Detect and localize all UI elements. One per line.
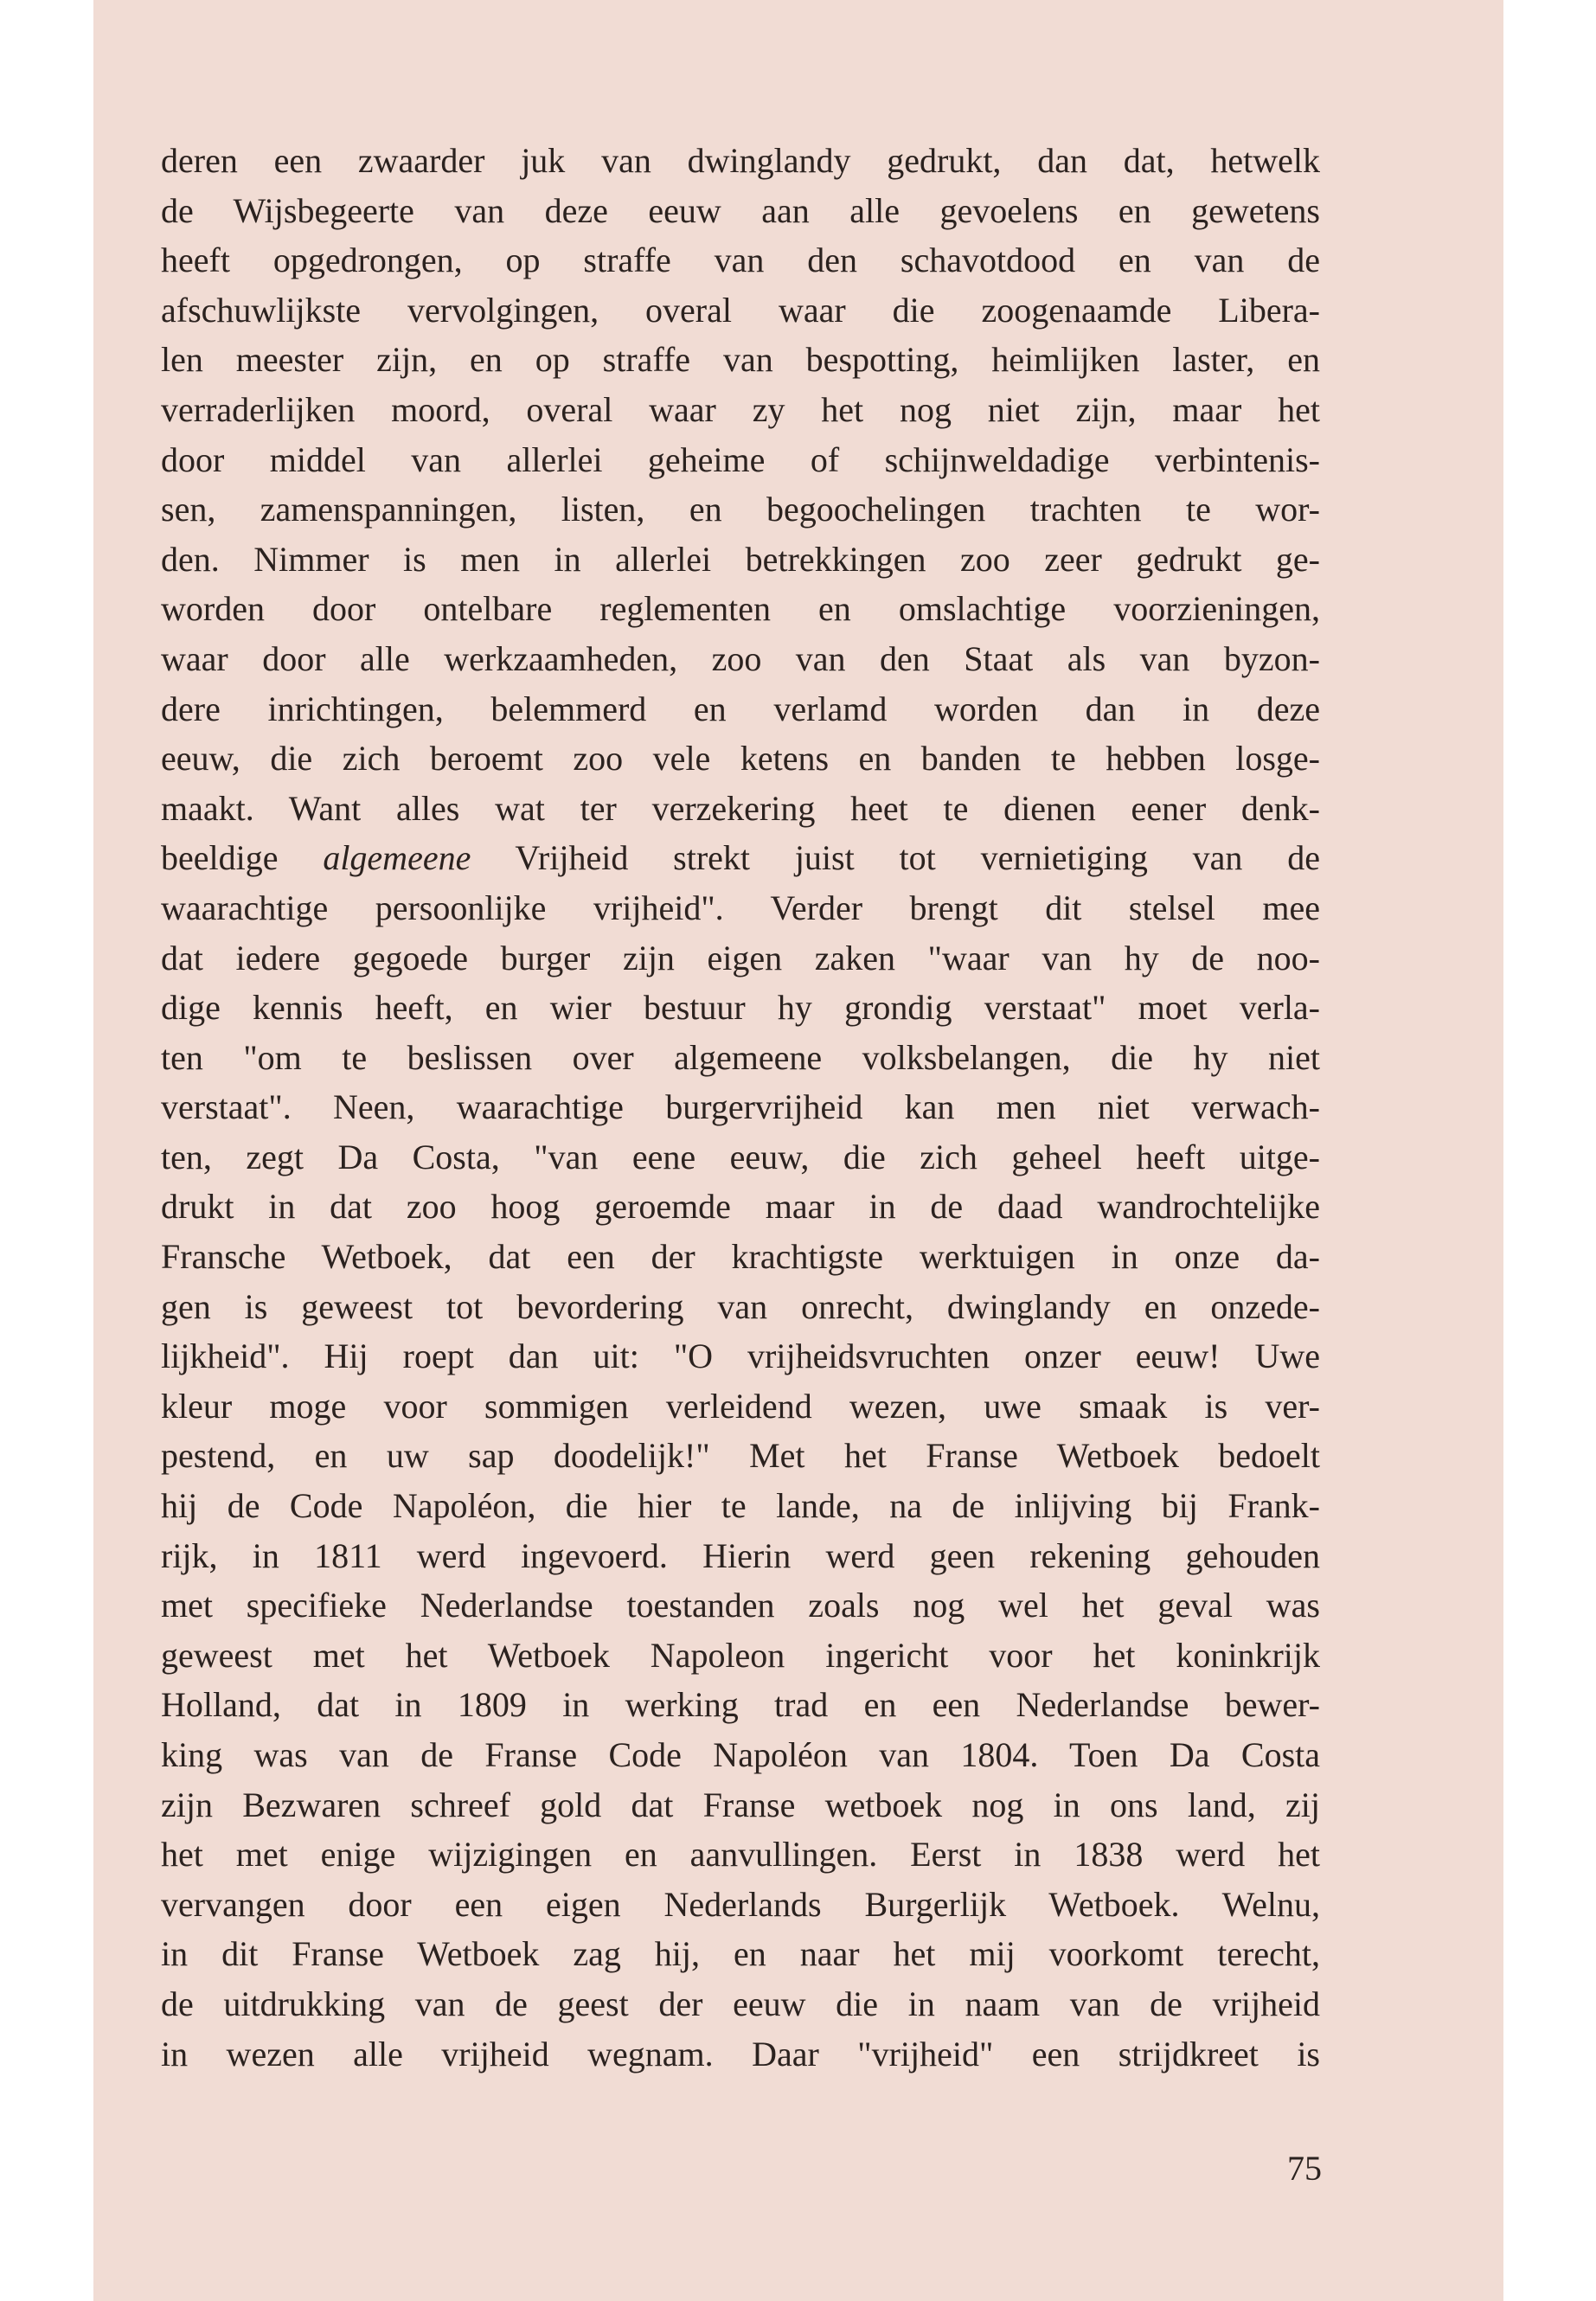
text-line: waarachtige persoonlijke vrijheid". Verder brengt dit stelsel mee xyxy=(161,888,1320,927)
text-line: rijk, in 1811 werd ingevoerd. Hierin werd geen rekening gehouden xyxy=(161,1535,1320,1575)
text-line: eeuw, die zich beroemt zoo vele ketens en banden te hebben losge- xyxy=(161,739,1320,779)
text-line: lijkheid". Hij roept dan uit: "O vrijheidsvruchten onzer eeuw! Uwe xyxy=(161,1336,1320,1376)
text-line: dat iedere gegoede burger zijn eigen zaken "waar van hy de noo- xyxy=(161,938,1320,977)
text-line: dere inrichtingen, belemmerd en verlamd worden dan in deze xyxy=(161,689,1320,728)
text-line: met specifieke Nederlandse toestanden zoals nog wel het geval was xyxy=(161,1586,1320,1625)
text-line: king was van de Franse Code Napoléon van 1804. Toen Da Costa xyxy=(161,1735,1320,1774)
text-line: geweest met het Wetboek Napoleon ingericht voor het koninkrijk xyxy=(161,1635,1320,1675)
text-line: ten "om te beslissen over algemeene volksbelangen, die hy niet xyxy=(161,1037,1320,1077)
text-line: gen is geweest tot bevordering van onrecht, dwinglandy en onzede- xyxy=(161,1286,1320,1326)
text-line: worden door ontelbare reglementen en omslachtige voorzieningen, xyxy=(161,589,1320,629)
text-line: vervangen door een eigen Nederlands Burgerlijk Wetboek. Welnu, xyxy=(161,1884,1320,1924)
text-line: in wezen alle vrijheid wegnam. Daar "vrijheid" een strijdkreet is xyxy=(161,2034,1320,2073)
text-line: Fransche Wetboek, dat een der krachtigste werktuigen in onze da- xyxy=(161,1237,1320,1277)
text-line: kleur moge voor sommigen verleidend wezen, uwe smaak is ver- xyxy=(161,1386,1320,1426)
body-text xyxy=(161,136,1320,2079)
text-line: de uitdrukking van de geest der eeuw die in naam van de vrijheid xyxy=(161,1984,1320,2023)
text-line: dige kennis heeft, en wier bestuur hy grondig verstaat" moet verla- xyxy=(161,988,1320,1028)
text-line: deren een zwaarder juk van dwinglandy gedrukt, dan dat, hetwelk xyxy=(161,141,1320,180)
text-line: zijn Bezwaren schreef gold dat Franse wetboek nog in ons land, zij xyxy=(161,1785,1320,1824)
book-page xyxy=(93,0,1503,2301)
text-line: maakt. Want alles wat ter verzekering heet te dienen eener denk- xyxy=(161,788,1320,828)
text-line: sen, zamenspanningen, listen, en begoochelingen trachten te wor- xyxy=(161,490,1320,529)
text-line: verstaat". Neen, waarachtige burgervrijheid kan men niet verwach- xyxy=(161,1087,1320,1127)
text-line: ten, zegt Da Costa, "van eene eeuw, die zich geheel heeft uitge- xyxy=(161,1137,1320,1176)
text-line: het met enige wijzigingen en aanvullingen. Eerst in 1838 werd het xyxy=(161,1835,1320,1875)
text-line: verraderlijken moord, overal waar zy het nog niet zijn, maar het xyxy=(161,389,1320,429)
text-line: heeft opgedrongen, op straffe van den schavotdood en van de xyxy=(161,240,1320,280)
text-line: Holland, dat in 1809 in werking trad en een Nederlandse bewer- xyxy=(161,1685,1320,1725)
italic-term: algemeene xyxy=(323,838,471,878)
text-line: hij de Code Napoléon, die hier te lande, na de inlijving bij Frank- xyxy=(161,1486,1320,1526)
text-fragment: beeldige xyxy=(161,838,324,878)
text-line: door middel van allerlei geheime of schijnweldadige verbintenis- xyxy=(161,439,1320,479)
page-number: 75 xyxy=(1287,2149,1322,2188)
text-line: in dit Franse Wetboek zag hij, en naar het mij voorkomt terecht, xyxy=(161,1934,1320,1974)
text-line: drukt in dat zoo hoog geroemde maar in de daad wandrochtelijke xyxy=(161,1187,1320,1227)
text-line: pestend, en uw sap doodelijk!" Met het Franse Wetboek bedoelt xyxy=(161,1436,1320,1476)
text-line-italic-mixed xyxy=(161,833,1320,883)
text-fragment: Vrijheid strekt juist tot vernietiging van de xyxy=(471,838,1320,878)
text-line: afschuwlijkste vervolgingen, overal waar die zoogenaamde Libera- xyxy=(161,290,1320,330)
text-line: len meester zijn, en op straffe van bespotting, heimlijken laster, en xyxy=(161,340,1320,380)
text-line: waar door alle werkzaamheden, zoo van den Staat als van byzon- xyxy=(161,638,1320,678)
text-line: den. Nimmer is men in allerlei betrekkingen zoo zeer gedrukt ge- xyxy=(161,539,1320,579)
text-line: de Wijsbegeerte van deze eeuw aan alle gevoelens en gewetens xyxy=(161,190,1320,230)
